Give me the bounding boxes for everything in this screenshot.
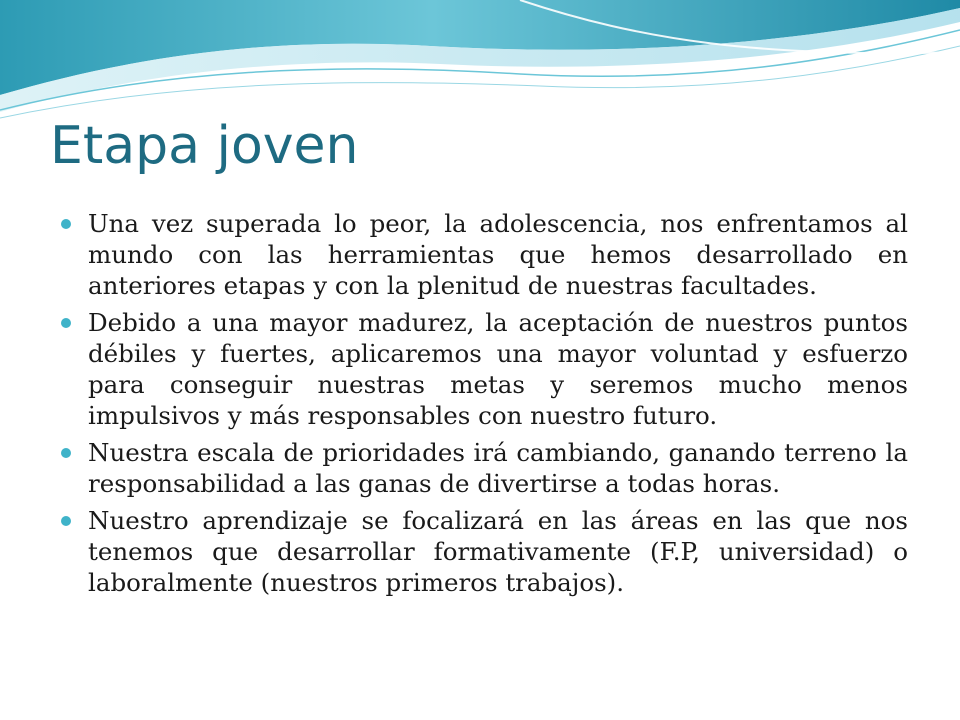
bullet-item <box>58 437 908 499</box>
bullet-text: Debido a una mayor madurez, la aceptación de nuestros puntos débiles y fuertes, aplicaremos una mayor voluntad y esfuerzo para conseguir nuestras metas y seremos mucho menos impulsivos y más responsables con nuestro futuro. <box>88 308 908 430</box>
bullet-dot-icon <box>61 448 71 458</box>
bullet-item <box>58 208 908 301</box>
header-wave-decoration <box>0 0 960 130</box>
bullet-dot-icon <box>61 318 71 328</box>
slide-title: Etapa joven <box>50 116 359 176</box>
bullet-dot-icon <box>61 219 71 229</box>
bullet-text: Una vez superada lo peor, la adolescencia, nos enfrentamos al mundo con las herramientas que hemos desarrollado en anteriores etapas y con la plenitud de nuestras facultades. <box>88 209 908 300</box>
bullet-text: Nuestro aprendizaje se focalizará en las áreas en las que nos tenemos que desarrollar formativamente (F.P, universidad) o laboralmente (nuestros primeros trabajos). <box>88 506 908 597</box>
bullet-list <box>58 208 908 604</box>
bullet-text: Nuestra escala de prioridades irá cambiando, ganando terreno la responsabilidad a las ganas de divertirse a todas horas. <box>88 438 908 498</box>
bullet-item <box>58 505 908 598</box>
bullet-dot-icon <box>61 516 71 526</box>
bullet-item <box>58 307 908 431</box>
